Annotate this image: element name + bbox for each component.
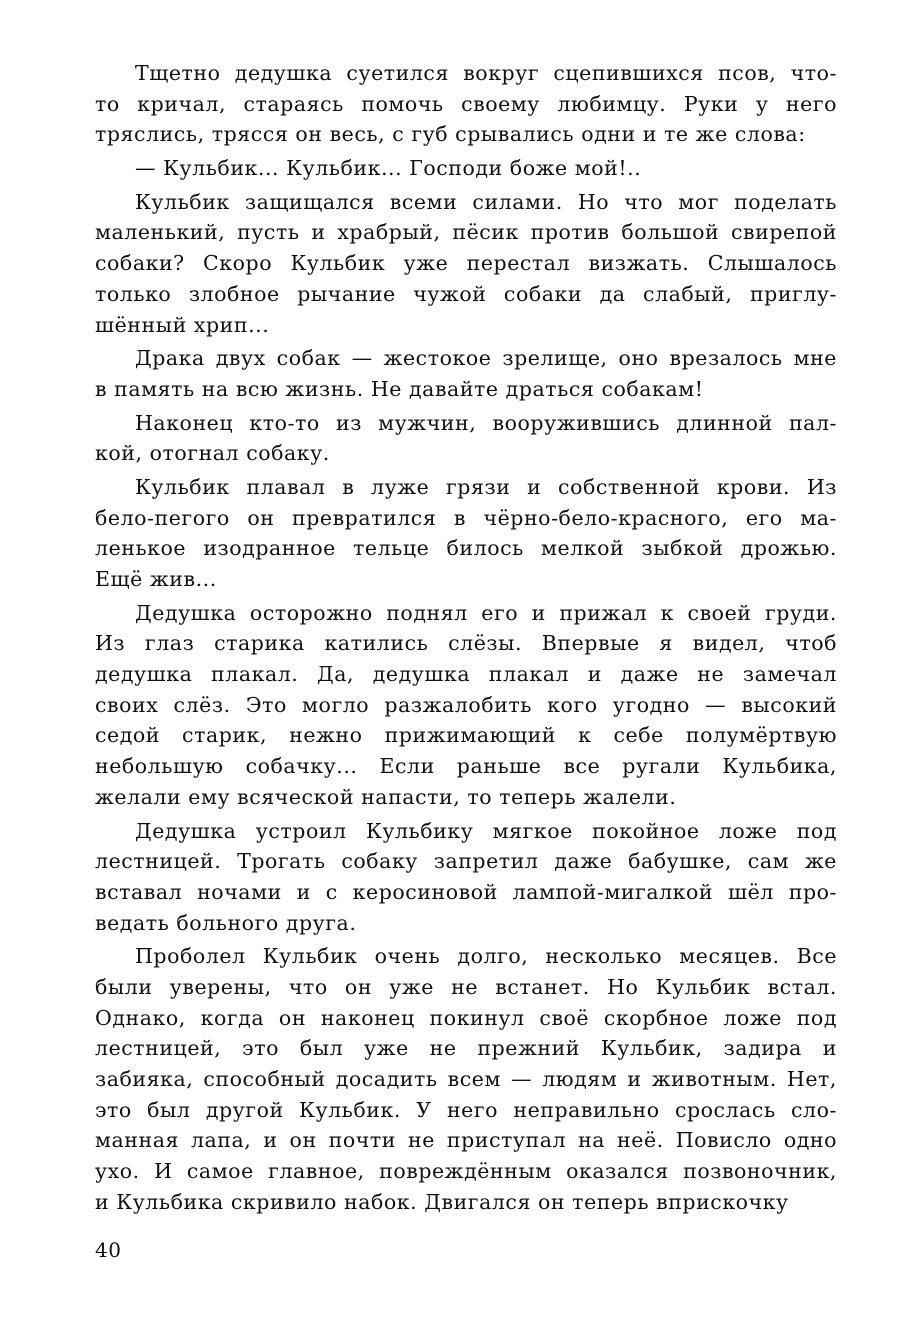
text-line: Тщетно дедушка суетился вокруг сцепившихся псов, что- — [135, 61, 837, 85]
text-line: и Кульбика скривило набок. Двигался он теперь вприскочку — [95, 1189, 789, 1214]
text-line: — Кульбик... Кульбик... Господи боже мой!.. — [135, 156, 642, 181]
text-line: кой, отогнал собаку. — [95, 441, 330, 466]
text-line: маленький, пусть и храбрый, пёсик против большой свирепой — [95, 220, 837, 245]
paragraph — [95, 598, 837, 813]
text-line: Кульбик плавал в луже грязи и собственной крови. Из — [135, 474, 837, 499]
text-line: Из глаз старика катились слёзы. Впервые я видел, чтоб — [95, 631, 837, 656]
paragraph — [95, 472, 837, 595]
text-line: Дедушка устроил Кульбику мягкое покойное ложе под — [135, 818, 837, 843]
paragraph — [95, 816, 837, 939]
text-line: Наконец кто-то из мужчин, вооружившись длинной пал- — [135, 410, 837, 435]
text-line: Ещё жив... — [95, 567, 217, 591]
text-line: забияка, способный досадить всем — людям и животным. Нет, — [95, 1067, 837, 1091]
paragraph — [95, 153, 837, 184]
text-line: ленькое изодранное тельце билось мелкой зыбкой дрожью. — [95, 536, 837, 561]
text-line: желали ему всяческой напасти, то теперь жалели. — [95, 784, 677, 809]
text-line: Дедушка осторожно поднял его и прижал к своей груди. — [135, 600, 837, 625]
text-line: Однако, когда он наконец покинул своё скорбное ложе под — [95, 1005, 837, 1030]
paragraph — [95, 343, 837, 404]
paragraph — [95, 408, 837, 469]
text-line: Драка двух собак — жестокое зрелище, оно врезалось мне — [135, 346, 837, 371]
text-line: только злобное рычание чужой собаки да слабый, приглу- — [95, 281, 837, 306]
text-line: Кульбик защищался всеми силами. Но что мог поделать — [135, 189, 837, 214]
paragraph — [95, 941, 837, 1217]
text-line: в память на всю жизнь. Не давайте драться собакам! — [95, 376, 704, 401]
text-line: бело-пегого он превратился в чёрно-бело-красного, его ма- — [95, 505, 837, 530]
page-number: 40 — [95, 1238, 122, 1262]
text-line: ухо. И самое главное, повреждённым оказался позвоночник, — [95, 1159, 837, 1184]
text-line: ведать больного друга. — [95, 910, 357, 935]
text-line: лестницей, это был уже не прежний Кульбик, задира и — [95, 1036, 837, 1061]
text-line: Проболел Кульбик очень долго, несколько месяцев. Все — [135, 944, 837, 969]
page-content — [95, 58, 837, 1217]
text-line: дедушка плакал. Да, дедушка плакал и даже не замечал — [95, 662, 837, 687]
text-line: своих слёз. Это могло разжалобить кого угодно — высокий — [95, 692, 837, 717]
text-line: тряслись, трясся он весь, с губ срывались одни и те же слова: — [95, 122, 806, 147]
text-line: седой старик, нежно прижимающий к себе полумёртвую — [95, 723, 837, 748]
paragraph — [95, 58, 837, 150]
text-line: вставал ночами и с керосиновой лампой-мигалкой шёл про- — [95, 879, 837, 904]
text-line: это был другой Кульбик. У него неправильно срослась сло- — [95, 1097, 837, 1122]
text-line: небольшую собачку... Если раньше все ругали Кульбика, — [95, 754, 837, 779]
paragraph — [95, 187, 837, 340]
text-line: шённый хрип... — [95, 312, 270, 337]
text-line: то кричал, стараясь помочь своему любимцу. Руки у него — [95, 91, 837, 116]
text-line: были уверены, что он уже не встанет. Но Кульбик встал. — [95, 974, 837, 999]
text-line: манная лапа, и он почти не приступал на неё. Повисло одно — [95, 1128, 837, 1153]
text-body — [95, 58, 837, 1217]
text-line: собаки? Скоро Кульбик уже перестал визжать. Слышалось — [95, 251, 837, 276]
text-line: лестницей. Трогать собаку запретил даже бабушке, сам же — [95, 849, 837, 874]
